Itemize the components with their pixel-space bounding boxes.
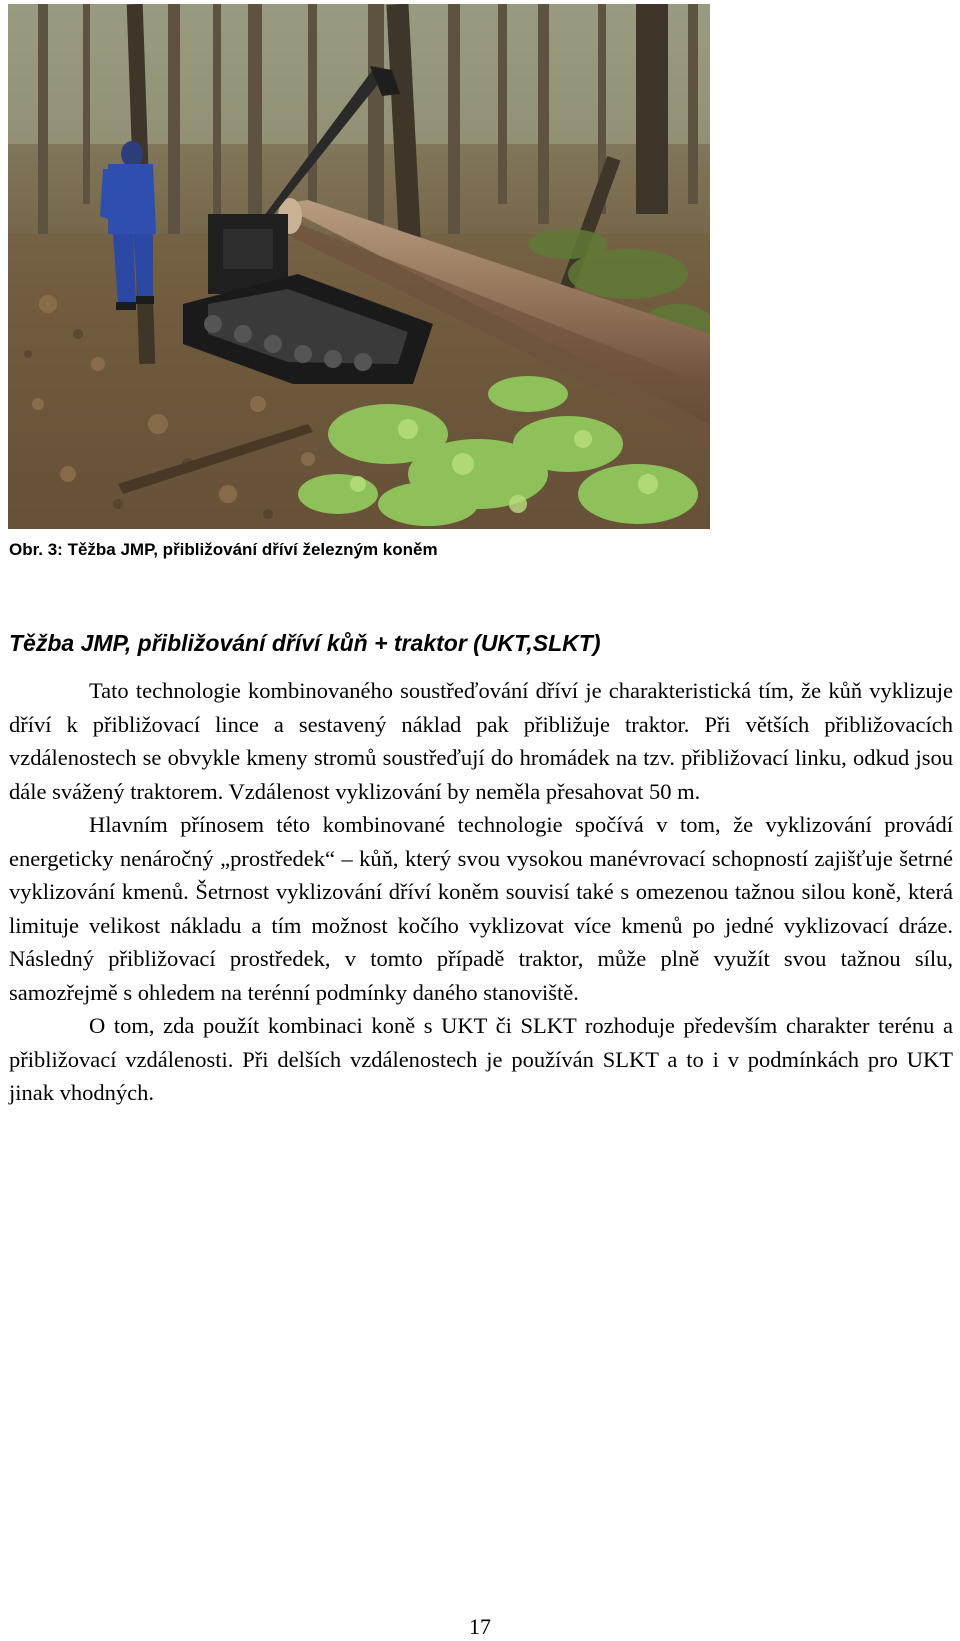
page-number: 17: [469, 1614, 491, 1639]
body-text: [9, 674, 953, 1110]
section-heading: Těžba JMP, přibližování dříví kůň + traktor (UKT,SLKT): [9, 630, 601, 656]
paragraph-1: Tato technologie kombinovaného soustřeďování dříví je charakteristická tím, že kůň vyklizuje dříví k přibližovací lince a sestavený náklad pak přibližuje traktor. Při větších přibližovacích vzdálenostech se obvykle kmeny stromů soustřeďují do hromádek na tzv. přibližovací linku, odkud jsou dále svážený traktorem. Vzdálenost vyklizování by neměla přesahovat 50 m.: [9, 678, 953, 804]
paragraph-3: O tom, zda použít kombinaci koně s UKT či SLKT rozhoduje především charakter terénu a přibližovací vzdálenosti. Při delších vzdálenostech je používán SLKT a to i v podmínkách pro UKT jinak vhodných.: [9, 1013, 953, 1105]
figure-caption: Obr. 3: Těžba JMP, přibližování dříví železným koněm: [9, 540, 438, 559]
forest-photo: [8, 4, 710, 529]
paragraph-2: Hlavním přínosem této kombinované technologie spočívá v tom, že vyklizování provádí energeticky nenáročný „prostředek“ – kůň, který svou vysokou manévrovací schopností zajišťuje šetrné vyklizování kmenů. Šetrnost vyklizování dříví koněm souvisí také s omezenou tažnou silou koně, která limituje velikost nákladu a tím možnost kočího vyklizovat více kmenů po jedné vyklizovací dráze. Následný přibližovací prostředek, v tomto případě traktor, může plně využít svou tažnou sílu, samozřejmě s ohledem na terénní podmínky daného stanoviště.: [9, 812, 953, 1005]
